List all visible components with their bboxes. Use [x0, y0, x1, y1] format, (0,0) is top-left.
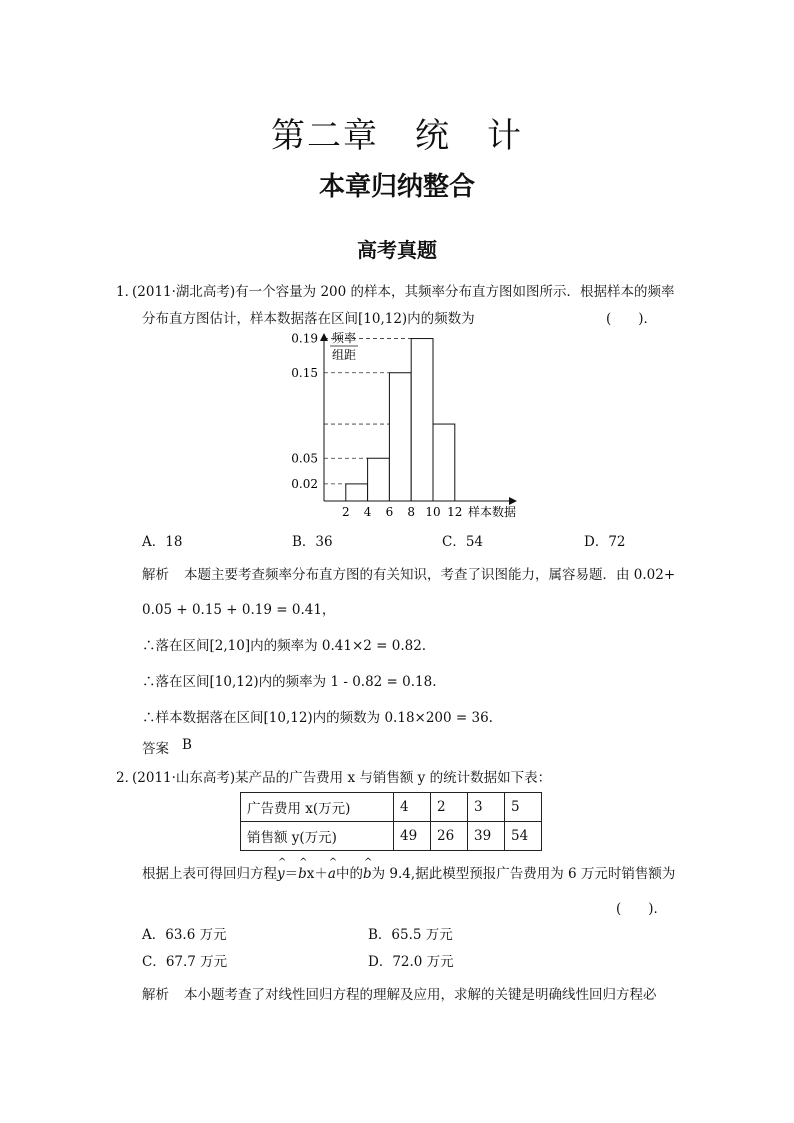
- x-tick-label: 4: [363, 505, 372, 519]
- table-row-header: 销售额 y(万元): [241, 822, 394, 851]
- regression-text-prefix: 根据上表可得回归方程: [142, 866, 277, 882]
- table-cell: 2: [431, 793, 468, 822]
- option-a: A．63.6 万元: [142, 927, 227, 943]
- y-tick-label: 0.15: [291, 365, 318, 380]
- question-1-text-line2: 分布直方图估计，样本数据落在区间[10,12)内的频数为: [142, 311, 475, 327]
- x-tick-label: 10: [425, 505, 441, 519]
- analysis-line-1: 本题主要考查频率分布直方图的有关知识，考查了识图能力，属容易题．由 0.02+: [184, 567, 676, 583]
- question-1-blank: ( )．: [606, 311, 658, 327]
- histogram-bar: [411, 339, 433, 501]
- option-d: D．72: [584, 534, 626, 550]
- table-cell: 26: [431, 822, 468, 851]
- frequency-histogram: [280, 328, 540, 526]
- x-plus: x＋: [306, 866, 328, 882]
- section-title: 高考真题: [357, 238, 437, 262]
- table-cell: 5: [505, 793, 542, 822]
- y-tick-label: 0.02: [291, 476, 318, 491]
- analysis-label: 解析: [142, 567, 169, 583]
- x-tick-label: 6: [385, 505, 394, 519]
- analysis-line-3: ∴落在区间[2,10]内的频率为 0.41×2 = 0.82.: [142, 638, 427, 654]
- question-1-text-line1: (2011·湖北高考)有一个容量为 200 的样本，其频率分布直方图如图所示．根据样本的频率: [132, 284, 675, 300]
- regression-text-suffix: 为 9.4,据此模型预报广告费用为 6 万元时销售额为: [371, 866, 676, 882]
- b-hat: ^ b: [298, 866, 307, 882]
- table-row: [241, 793, 542, 822]
- analysis-line-2: 0.05 + 0.15 + 0.19 = 0.41，: [142, 602, 336, 618]
- y-tick-label: 0.05: [291, 451, 318, 466]
- table-cell: 49: [394, 822, 431, 851]
- table-cell: 3: [468, 793, 505, 822]
- q2-analysis-label: 解析: [142, 987, 169, 1003]
- histogram-bar: [433, 424, 455, 501]
- answer-value: B: [182, 737, 192, 753]
- x-axis-label: 样本数据: [468, 505, 517, 519]
- question-2-blank: ( )．: [616, 901, 668, 917]
- option-b: B．65.5 万元: [368, 927, 453, 943]
- chapter-subtitle: 本章归纳整合: [318, 172, 475, 202]
- question-1-number: 1．: [116, 284, 139, 300]
- question-2-text: (2011·山东高考)某产品的广告费用 x 与销售额 y 的统计数据如下表：: [132, 770, 552, 786]
- y-axis-label-bottom: 组距: [332, 348, 357, 362]
- y-tick-label: 0.19: [291, 331, 318, 346]
- histogram-bar: [368, 458, 390, 501]
- x-tick-label: 12: [447, 505, 463, 519]
- histogram-bar: [389, 373, 411, 501]
- option-c: C．67.7 万元: [142, 954, 228, 970]
- y-axis-label-top: 频率: [332, 331, 357, 345]
- answer-label: 答案: [142, 741, 169, 757]
- x-tick-label: 8: [407, 505, 416, 519]
- q2-analysis-line-1: 本小题考查了对线性回归方程的理解及应用，求解的关键是明确线性回归方程必: [184, 987, 657, 1003]
- analysis-line-5: ∴样本数据落在区间[10,12)内的频数为 0.18×200 = 36.: [142, 710, 493, 726]
- table-row-header: 广告费用 x(万元): [241, 793, 394, 822]
- question-2-regression-line: [142, 862, 675, 882]
- y-hat: ^ y: [277, 866, 285, 882]
- chapter-title: 第二章 统 计: [271, 116, 523, 156]
- table-cell: 39: [468, 822, 505, 851]
- question-2-number: 2．: [116, 770, 139, 786]
- regression-text-zhong: 中的: [335, 866, 363, 882]
- table-cell: 4: [394, 793, 431, 822]
- analysis-line-4: ∴落在区间[10,12)内的频率为 1 - 0.82 = 0.18.: [142, 674, 437, 690]
- histogram-bar: [346, 484, 368, 501]
- x-tick-label: 2: [341, 505, 350, 519]
- equals-sign: ＝: [284, 866, 299, 882]
- a-hat: ^ a: [328, 866, 336, 882]
- b-hat-2: ^ b: [363, 866, 372, 882]
- table-row: [241, 822, 542, 851]
- table-cell: 54: [505, 822, 542, 851]
- option-d: D．72.0 万元: [368, 954, 454, 970]
- option-a: A．18: [142, 534, 183, 550]
- option-b: B．36: [292, 534, 333, 550]
- data-table: [240, 792, 542, 851]
- option-c: C．54: [442, 534, 484, 550]
